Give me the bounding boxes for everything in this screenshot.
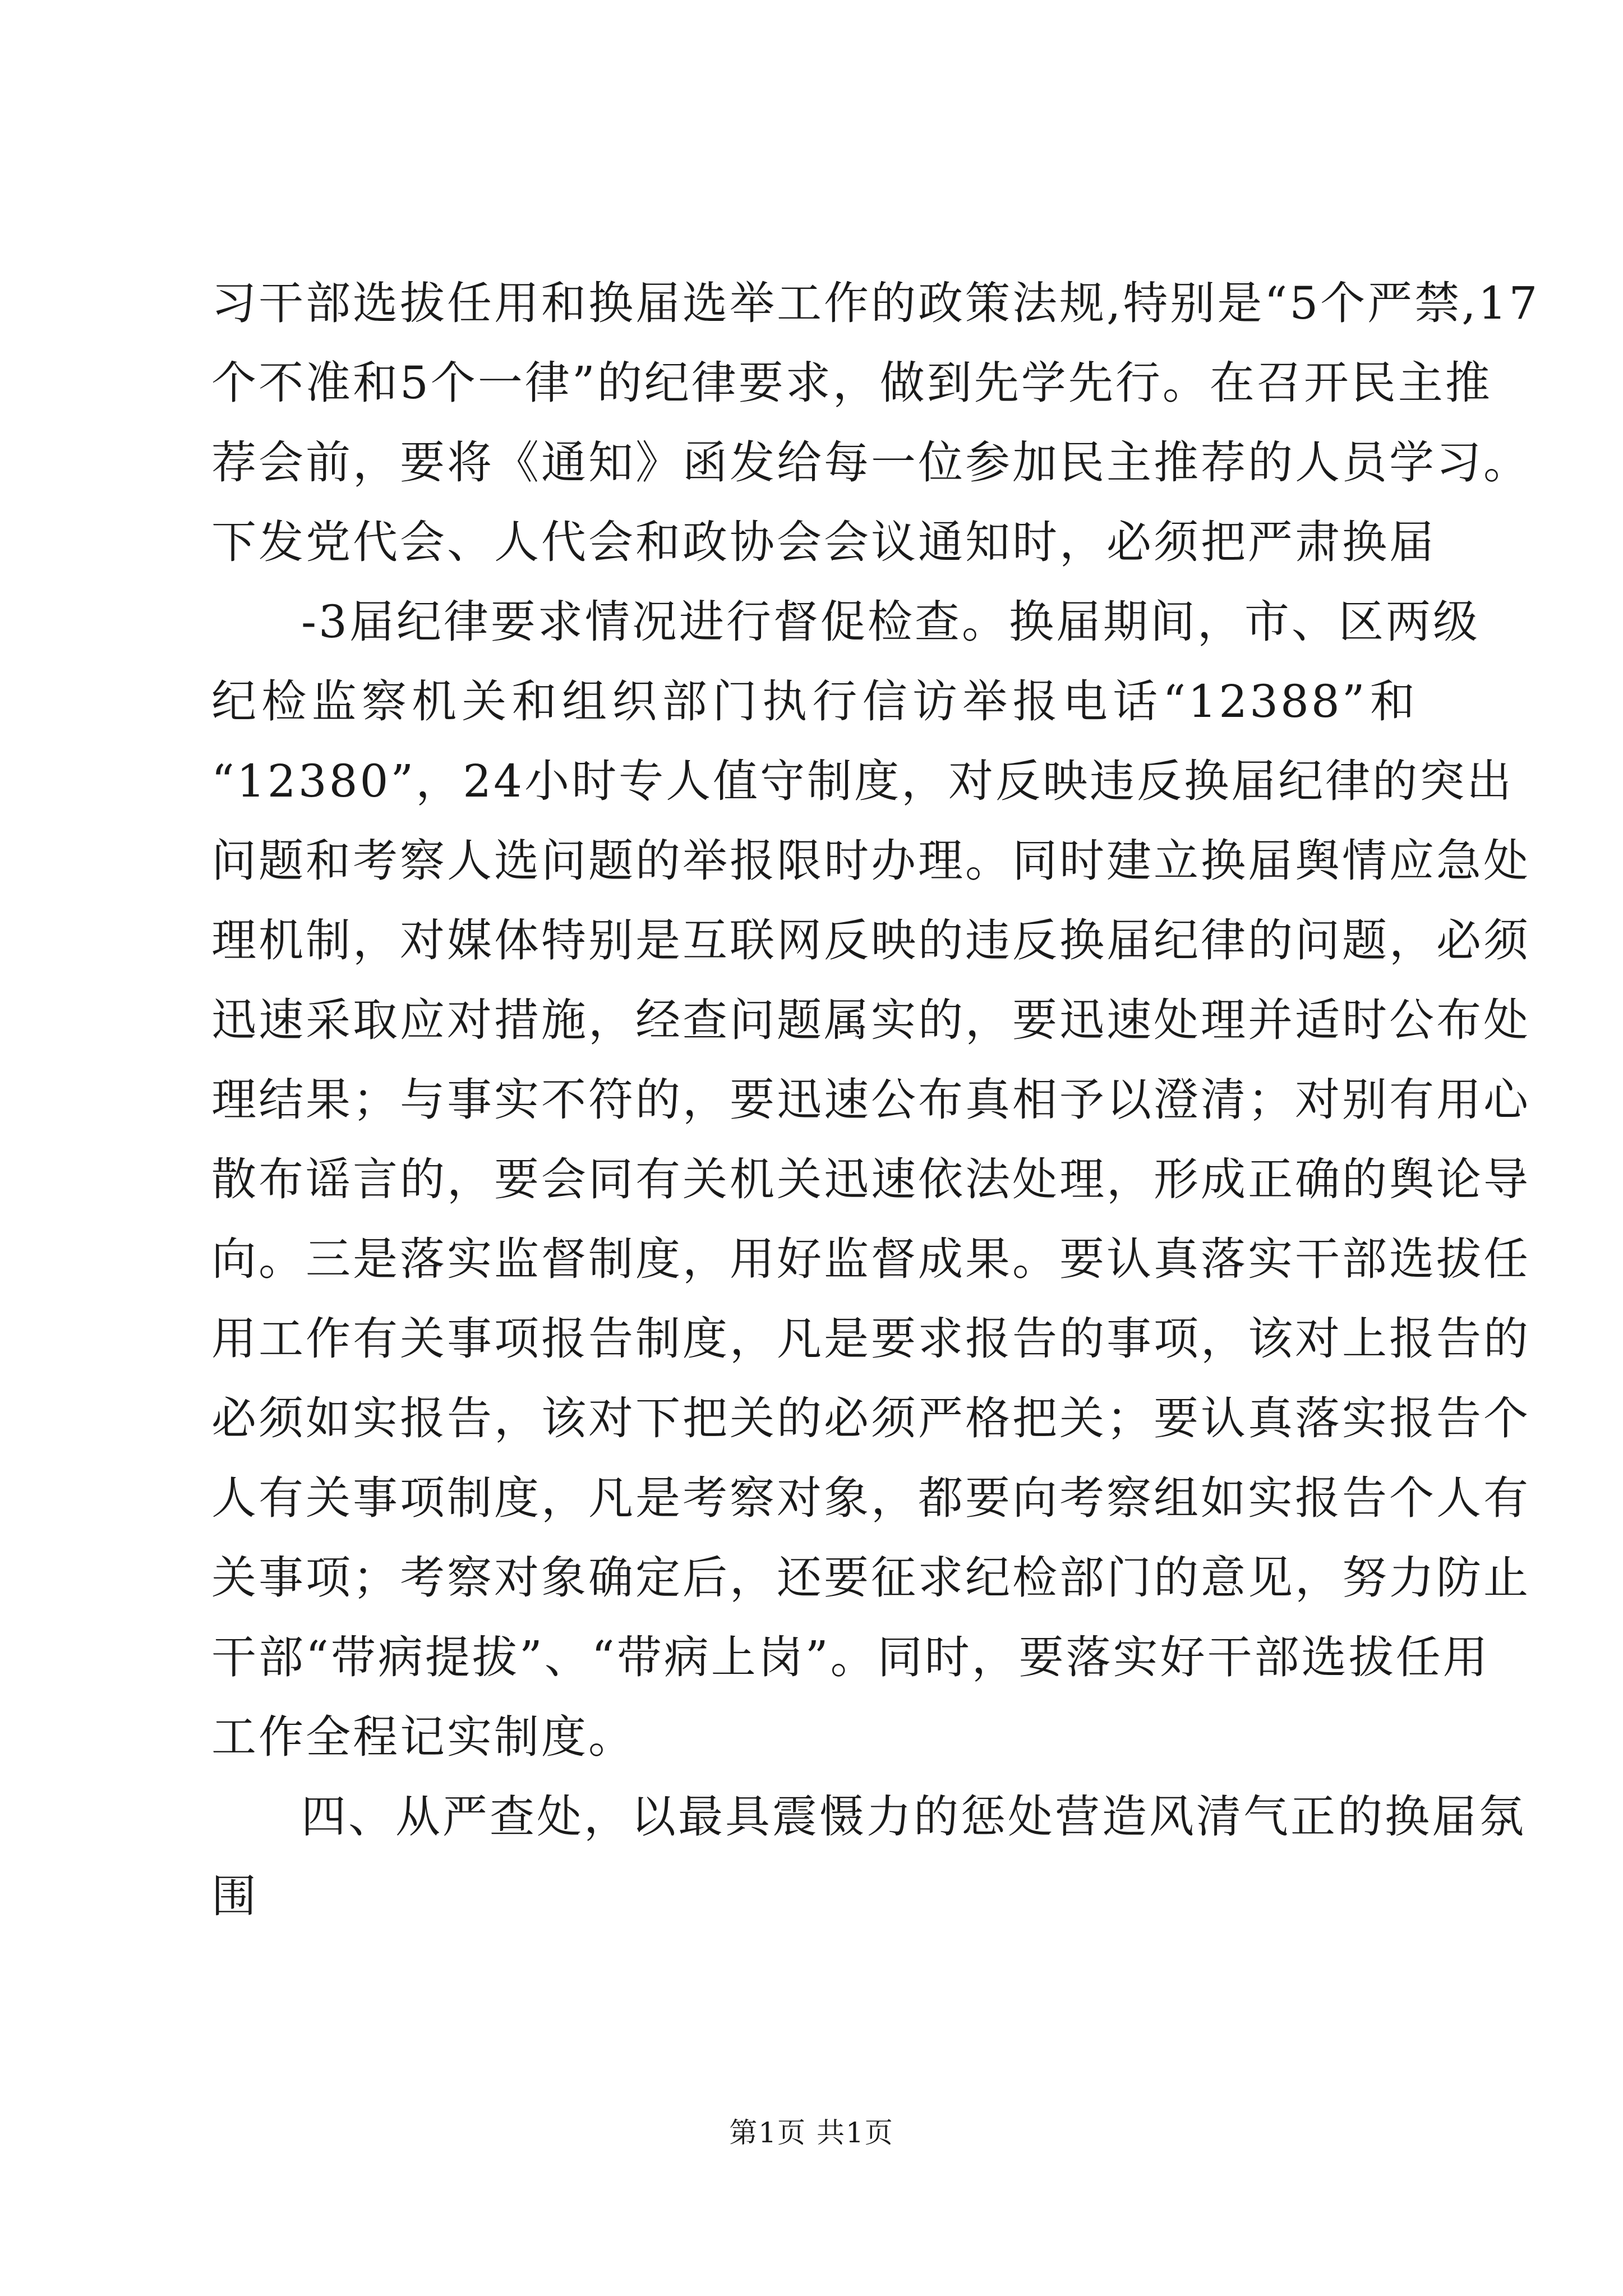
text-line: 个不准和5个一律”的纪律要求，做到先学先行。在召开民主推 [211, 357, 1492, 409]
text-line: 荐会前，要将《通知》函发给每一位参加民主推荐的人员学习。 [211, 436, 1530, 489]
text-line: “12380”，24小时专人值守制度，对反映违反换届纪律的突出 [211, 755, 1514, 807]
text-line: 理机制，对媒体特别是互联网反映的违反换届纪律的问题，必须 [211, 914, 1530, 967]
text-line: 问题和考察人选问题的举报限时办理。同时建立换届舆情应急处 [211, 835, 1530, 887]
text-line: 迅速采取应对措施，经查问题属实的，要迅速处理并适时公布处 [211, 994, 1530, 1046]
text-line: 干部“带病提拔”、“带病上岗”。同时，要落实好干部选拔任用 [211, 1631, 1490, 1683]
text-line: 下发党代会、人代会和政协会会议通知时，必须把严肃换届 [211, 516, 1436, 568]
text-line: -3届纪律要求情况进行督促检查。换届期间，市、区两级 [301, 596, 1480, 648]
text-line: 必须如实报告，该对下把关的必须严格把关；要认真落实报告个 [211, 1392, 1530, 1444]
text-line: 纪检监察机关和组织部门执行信访举报电话“12388”和 [211, 675, 1417, 728]
text-line: 散布谣言的，要会同有关机关迅速依法处理，形成正确的舆论导 [211, 1153, 1530, 1205]
text-line: 习干部选拔任用和换届选举工作的政策法规,特别是“5个严禁,17 [211, 277, 1540, 329]
text-line: 工作全程记实制度。 [211, 1711, 635, 1763]
text-line: 关事项；考察对象确定后，还要征求纪检部门的意见，努力防止 [211, 1552, 1530, 1604]
page-footer: 第1页 共1页 [729, 2116, 894, 2149]
section-heading-continued: 围 [211, 1870, 259, 1922]
text-line: 人有关事项制度，凡是考察对象，都要向考察组如实报告个人有 [211, 1472, 1530, 1524]
text-line: 理结果；与事实不符的，要迅速公布真相予以澄清；对别有用心 [211, 1074, 1530, 1126]
text-line: 用工作有关事项报告制度，凡是要求报告的事项，该对上报告的 [211, 1313, 1530, 1365]
section-heading: 四、从严查处，以最具震慑力的惩处营造风清气正的换届氛 [301, 1791, 1526, 1843]
text-line: 向。三是落实监督制度，用好监督成果。要认真落实干部选拔任 [211, 1233, 1530, 1285]
document-body [211, 264, 1540, 1936]
